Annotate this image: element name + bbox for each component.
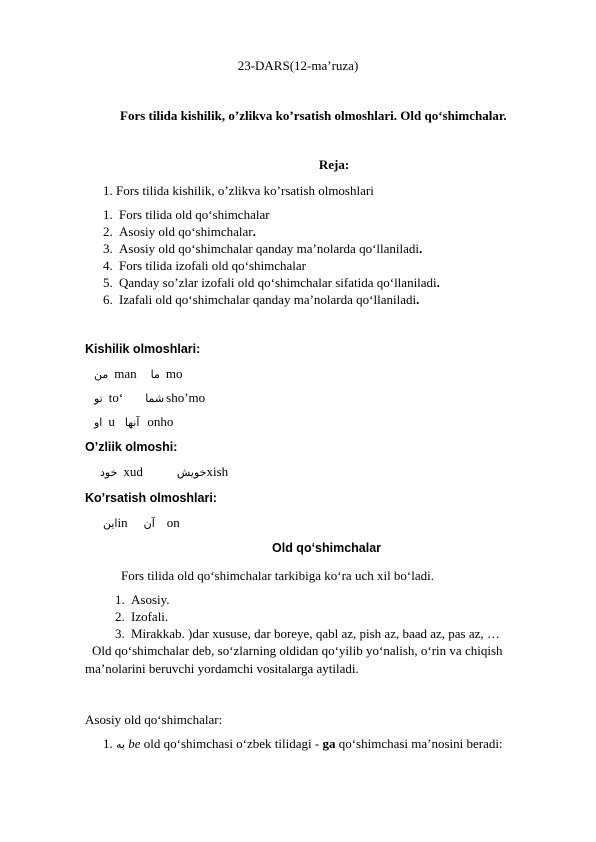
suffix-highlight: ga xyxy=(322,736,336,751)
plan-item-number: 6. xyxy=(103,292,113,307)
plan-item xyxy=(103,258,306,273)
document-title: Fors tilida kishilik, o’zlikva ko’rsatish olmoshlari. Old qo‘shimchalar. xyxy=(120,108,507,123)
persian-word: او xyxy=(94,416,103,429)
persian-word: شما xyxy=(145,392,165,405)
plan-item-number: 5. xyxy=(103,275,113,290)
transliteration: mo xyxy=(165,366,183,381)
pronoun-row xyxy=(100,464,228,480)
transliteration: sho’mo xyxy=(166,390,206,405)
old-type-text: Izofali. xyxy=(131,609,169,624)
definition-line: ma’nolarini beruvchi yordamchi vositalarga aytiladi. xyxy=(85,661,359,676)
demonstrative-pronouns-heading: Ko’rsatish olmoshlari: xyxy=(85,491,217,505)
item-number: 1. xyxy=(103,736,113,751)
persian-word: خویش xyxy=(176,466,207,479)
persian-word: آنها xyxy=(124,416,140,429)
plan-item-tail: . xyxy=(436,275,440,290)
old-type-item xyxy=(115,592,170,607)
transliteration: xish xyxy=(206,464,229,479)
old-type-item xyxy=(115,609,168,624)
transliteration: xud xyxy=(123,464,143,479)
reflexive-pronoun-heading: O’zliik olmoshi: xyxy=(85,440,178,454)
old-qoshimchalar-intro: Fors tilida old qo‘shimchalar tarkibiga ko‘ra uch xil bo‘ladi. xyxy=(121,568,435,583)
transliteration: to‘ xyxy=(108,390,124,405)
plan-item-number: 4. xyxy=(103,258,113,273)
basic-old-heading: Asosiy old qo‘shimchalar: xyxy=(85,712,223,727)
transliteration: u xyxy=(108,414,115,429)
plan-item-text: Fors tilida old qo‘shimchalar xyxy=(119,207,270,222)
pronoun-row xyxy=(94,414,173,430)
old-type-number: 1. xyxy=(115,592,125,607)
persian-word: به xyxy=(116,738,125,751)
pronoun-row xyxy=(103,515,180,531)
basic-old-item xyxy=(103,736,503,752)
persian-word: این xyxy=(103,517,118,530)
old-type-item xyxy=(115,626,500,641)
item-text: old qo‘shimchasi o‘zbek tilidagi - xyxy=(143,736,323,751)
old-type-text: Mirakkab. )dar xususe, dar boreye, qabl az, pish az, baad az, pas az, … xyxy=(131,626,500,641)
plan-item xyxy=(103,207,270,222)
transliteration: man xyxy=(114,366,137,381)
plan-item-tail: . xyxy=(419,241,423,256)
plan-item-text: Asosiy old qo‘shimchalar xyxy=(119,224,253,239)
old-qoshimchalar-heading: Old qo‘shimchalar xyxy=(272,541,382,555)
plan-item-tail: . xyxy=(416,292,420,307)
definition-line: Old qo‘shimchalar deb, so‘zlarning oldidan qo‘yilib yo‘nalish, o‘rin va chiqish xyxy=(92,643,503,658)
pronoun-row xyxy=(94,366,183,382)
plan-item-number: 2. xyxy=(103,224,113,239)
personal-pronouns-heading: Kishilik olmoshlari: xyxy=(85,342,201,356)
plan-item xyxy=(103,224,256,239)
persian-word: خود xyxy=(100,466,118,479)
plan-intro: 1. Fors tilida kishilik, o’zlikva ko’rsatish olmoshlari xyxy=(103,183,374,198)
persian-word: من xyxy=(94,368,109,381)
plan-item-number: 3. xyxy=(103,241,113,256)
lesson-header: 23-DARS(12-ma’ruza) xyxy=(237,58,359,73)
persian-word: آن xyxy=(143,517,155,530)
plan-item-text: Qanday so’zlar izofali old qo‘shimchalar sifatida qo‘llaniladi xyxy=(119,275,437,290)
persian-word: تو xyxy=(94,392,103,405)
plan-heading: Reja: xyxy=(318,157,350,172)
transliteration: be xyxy=(128,736,141,751)
plan-item-tail: . xyxy=(252,224,256,239)
old-type-number: 2. xyxy=(115,609,125,624)
plan-item-text: Fors tilida izofali old qo‘shimchalar xyxy=(119,258,307,273)
old-type-text: Asosiy. xyxy=(131,592,170,607)
old-type-number: 3. xyxy=(115,626,125,641)
item-text: qo‘shimchasi ma’nosini beradi: xyxy=(335,736,503,751)
transliteration: in xyxy=(117,515,128,530)
plan-item-number: 1. xyxy=(103,207,113,222)
plan-item xyxy=(103,292,419,307)
persian-word: ما xyxy=(150,368,160,381)
transliteration: onho xyxy=(147,414,174,429)
plan-item xyxy=(103,275,440,290)
plan-item-text: Izafali old qo‘shimchalar qanday ma’nolarda qo‘llaniladi xyxy=(119,292,417,307)
transliteration: on xyxy=(166,515,180,530)
plan-item xyxy=(103,241,422,256)
plan-item-text: Asosiy old qo‘shimchalar qanday ma’nolarda qo‘llaniladi xyxy=(119,241,420,256)
pronoun-row xyxy=(94,390,205,406)
